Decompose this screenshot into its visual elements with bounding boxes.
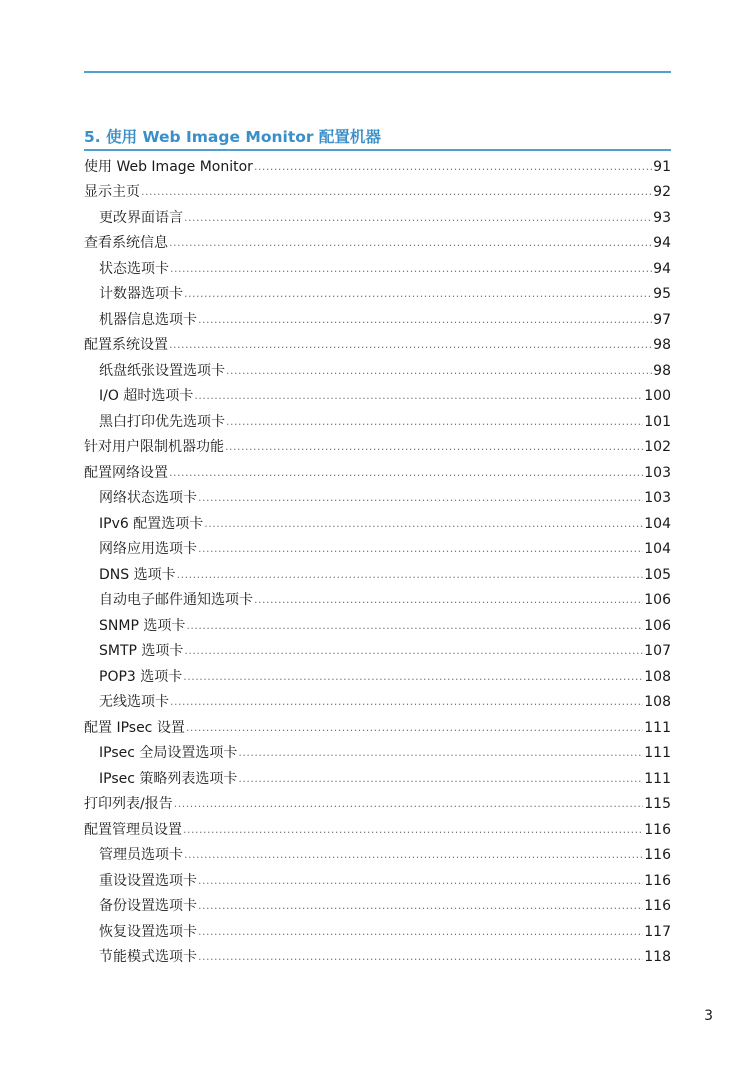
toc-entry[interactable]	[84, 460, 671, 486]
toc-entry-page[interactable]: 104	[644, 515, 671, 532]
toc-entry[interactable]	[84, 639, 671, 665]
toc-entry[interactable]	[84, 919, 671, 945]
toc-entry[interactable]	[84, 307, 671, 333]
toc-entry-page[interactable]: 116	[644, 872, 671, 889]
toc-leader-dots	[169, 235, 652, 256]
toc-leader-dots	[204, 516, 643, 537]
toc-leader-dots	[238, 771, 643, 792]
toc-entry-page[interactable]: 107	[644, 643, 671, 660]
toc-leader-dots	[238, 745, 643, 766]
toc-entry-label[interactable]: 配置系统设置	[84, 337, 168, 354]
toc-entry-label[interactable]: 管理员选项卡	[99, 847, 183, 864]
toc-entry[interactable]	[84, 562, 671, 588]
toc-leader-dots	[198, 490, 643, 511]
toc-entry-label[interactable]: 更改界面语言	[99, 209, 183, 226]
toc-entry-label[interactable]: 网络应用选项卡	[99, 541, 197, 558]
toc-entry-page[interactable]: 118	[644, 949, 671, 966]
toc-entry-label[interactable]: 机器信息选项卡	[99, 311, 197, 328]
toc-entry-label[interactable]: SNMP 选项卡	[99, 617, 186, 634]
toc-entry-page[interactable]: 94	[653, 235, 671, 252]
toc-entry[interactable]	[84, 588, 671, 614]
toc-entry[interactable]	[84, 333, 671, 359]
toc-entry[interactable]	[84, 741, 671, 767]
toc-leader-dots	[169, 337, 652, 358]
toc-entry[interactable]	[84, 358, 671, 384]
toc-entry-page[interactable]: 100	[644, 388, 671, 405]
toc-leader-dots	[198, 924, 643, 945]
toc-leader-dots	[225, 439, 643, 460]
toc-leader-dots	[226, 363, 652, 384]
toc-entry-page[interactable]: 116	[644, 821, 671, 838]
toc-leader-dots	[226, 414, 643, 435]
toc-entry-page[interactable]: 97	[653, 311, 671, 328]
toc-entry[interactable]	[84, 256, 671, 282]
toc-leader-dots	[170, 261, 652, 282]
toc-entry-page[interactable]: 98	[653, 362, 671, 379]
toc-entry[interactable]	[84, 409, 671, 435]
toc-leader-dots	[198, 541, 643, 562]
toc-entry[interactable]	[84, 384, 671, 410]
toc-entry-page[interactable]: 115	[644, 796, 671, 813]
toc-entry-label[interactable]: 黑白打印优先选项卡	[99, 413, 225, 430]
toc-entry-label[interactable]: DNS 选项卡	[99, 566, 176, 583]
page-number: 3	[704, 1008, 713, 1024]
toc-entry-page[interactable]: 104	[644, 541, 671, 558]
toc-entry-label[interactable]: IPsec 策略列表选项卡	[99, 770, 238, 787]
toc-leader-dots	[184, 286, 652, 307]
toc-entry-page[interactable]: 106	[644, 617, 671, 634]
toc-leader-dots	[183, 669, 643, 690]
toc-entry[interactable]	[84, 537, 671, 563]
toc-entry-label[interactable]: 节能模式选项卡	[99, 949, 197, 966]
toc-leader-dots	[184, 210, 652, 231]
toc-entry[interactable]	[84, 435, 671, 461]
toc-entry-label[interactable]: 备份设置选项卡	[99, 898, 197, 915]
toc-entry-label[interactable]: 配置 IPsec 设置	[84, 719, 185, 736]
toc-entry-page[interactable]: 103	[644, 464, 671, 481]
toc-entry-label[interactable]: POP3 选项卡	[99, 668, 183, 685]
toc-entry-label[interactable]: I/O 超时选项卡	[99, 388, 194, 405]
toc-entry-label[interactable]: IPv6 配置选项卡	[99, 515, 204, 532]
toc-entry-page[interactable]: 92	[653, 184, 671, 201]
toc-entry-label[interactable]: 自动电子邮件通知选项卡	[99, 592, 253, 609]
toc-leader-dots	[186, 720, 643, 741]
toc-entry-label[interactable]: 使用 Web Image Monitor	[84, 158, 253, 175]
toc-entry-label[interactable]: 纸盘纸张设置选项卡	[99, 362, 225, 379]
toc-entry-page[interactable]: 93	[653, 209, 671, 226]
toc-leader-dots	[186, 618, 643, 639]
toc-leader-dots	[183, 822, 643, 843]
toc-entry-label[interactable]: 网络状态选项卡	[99, 490, 197, 507]
header-rule	[84, 71, 671, 73]
toc-entry[interactable]	[84, 664, 671, 690]
toc-entry-page[interactable]: 108	[644, 694, 671, 711]
toc-entry-page[interactable]: 116	[644, 847, 671, 864]
toc-entry-label[interactable]: 无线选项卡	[99, 694, 169, 711]
toc-entry[interactable]	[84, 868, 671, 894]
toc-entry-page[interactable]: 106	[644, 592, 671, 609]
toc-entry[interactable]	[84, 282, 671, 308]
toc-entry[interactable]	[84, 715, 671, 741]
toc-entry-page[interactable]: 111	[644, 719, 671, 736]
toc-entry[interactable]	[84, 231, 671, 257]
chapter-title: 5. 使用 Web Image Monitor 配置机器	[84, 127, 671, 151]
toc-entry-label[interactable]: 恢复设置选项卡	[99, 923, 197, 940]
toc-entry[interactable]	[84, 511, 671, 537]
toc-entry[interactable]	[84, 945, 671, 971]
toc-entry-page[interactable]: 91	[653, 158, 671, 175]
toc-entry-label[interactable]: 打印列表/报告	[84, 796, 173, 813]
toc-entry-label[interactable]: 配置管理员设置	[84, 821, 182, 838]
toc-entry-page[interactable]: 95	[653, 286, 671, 303]
toc-entry-page[interactable]: 117	[644, 923, 671, 940]
toc-entry[interactable]	[84, 690, 671, 716]
toc-leader-dots	[184, 643, 643, 664]
toc-entry[interactable]	[84, 205, 671, 231]
toc-entry[interactable]	[84, 766, 671, 792]
toc-leader-dots	[141, 184, 652, 205]
toc-entry-page[interactable]: 102	[644, 439, 671, 456]
toc-entry[interactable]	[84, 843, 671, 869]
toc-entry[interactable]	[84, 894, 671, 920]
toc-entry-page[interactable]: 98	[653, 337, 671, 354]
toc-entry-label[interactable]: 重设设置选项卡	[99, 872, 197, 889]
toc-entry-page[interactable]: 94	[653, 260, 671, 277]
table-of-contents	[84, 154, 671, 970]
toc-entry[interactable]	[84, 486, 671, 512]
toc-entry-page[interactable]: 101	[644, 413, 671, 430]
toc-leader-dots	[198, 898, 643, 919]
toc-entry-page[interactable]: 105	[644, 566, 671, 583]
toc-leader-dots	[184, 847, 643, 868]
toc-leader-dots	[254, 159, 652, 180]
toc-leader-dots	[177, 567, 644, 588]
toc-entry-page[interactable]: 116	[644, 898, 671, 915]
toc-entry[interactable]	[84, 613, 671, 639]
toc-leader-dots	[170, 694, 643, 715]
toc-leader-dots	[198, 312, 652, 333]
toc-entry[interactable]	[84, 154, 671, 180]
toc-entry[interactable]	[84, 792, 671, 818]
toc-entry-page[interactable]: 111	[644, 770, 671, 787]
toc-entry-page[interactable]: 111	[644, 745, 671, 762]
toc-leader-dots	[174, 796, 644, 817]
toc-entry-label[interactable]: 配置网络设置	[84, 464, 168, 481]
toc-entry[interactable]	[84, 180, 671, 206]
toc-entry-label[interactable]: 针对用户限制机器功能	[84, 439, 224, 456]
toc-leader-dots	[254, 592, 643, 613]
toc-leader-dots	[169, 465, 643, 486]
toc-entry-label[interactable]: IPsec 全局设置选项卡	[99, 745, 238, 762]
toc-entry-page[interactable]: 103	[644, 490, 671, 507]
toc-entry-label[interactable]: 显示主页	[84, 184, 140, 201]
toc-entry-page[interactable]: 108	[644, 668, 671, 685]
toc-leader-dots	[198, 873, 643, 894]
toc-entry-label[interactable]: 状态选项卡	[99, 260, 169, 277]
toc-entry[interactable]	[84, 817, 671, 843]
toc-entry-label[interactable]: 计数器选项卡	[99, 286, 183, 303]
toc-leader-dots	[194, 388, 643, 409]
toc-leader-dots	[198, 949, 643, 970]
toc-entry-label[interactable]: SMTP 选项卡	[99, 643, 184, 660]
toc-entry-label[interactable]: 查看系统信息	[84, 235, 168, 252]
